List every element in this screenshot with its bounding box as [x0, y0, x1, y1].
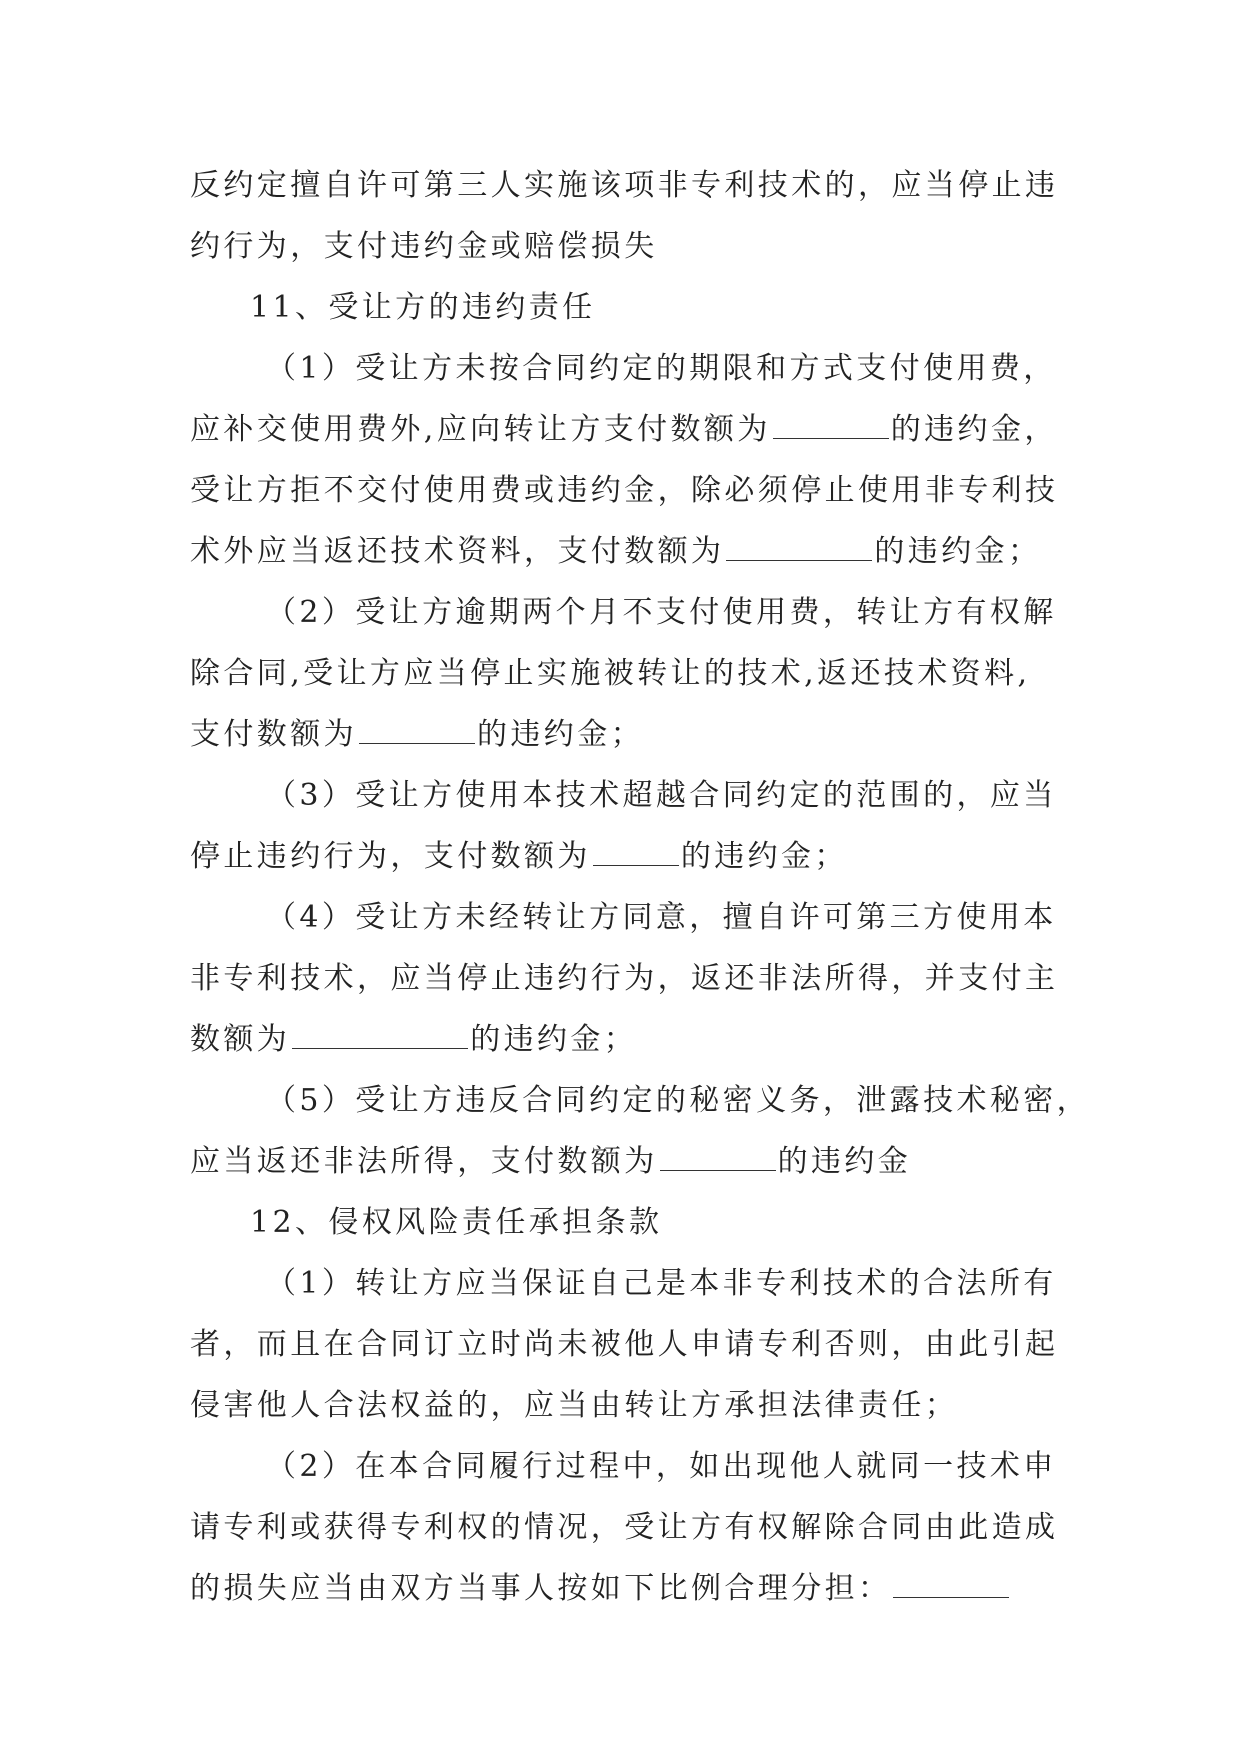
- text-line: 受让方拒不交付使用费或违约金，除必须停止使用非专利技: [190, 473, 1059, 508]
- text-segment: 的违约金；: [470, 1022, 638, 1057]
- clause-11-3: [190, 765, 1060, 887]
- clause-11-2: [190, 582, 1060, 765]
- section-title: 12、侵权风险责任承担条款: [250, 1205, 663, 1240]
- fill-in-blank: [292, 1022, 468, 1049]
- text-line: 约行为，支付违约金或赔偿损失: [190, 229, 658, 264]
- fill-in-blank: [893, 1571, 1009, 1598]
- clause-11-5: [190, 1070, 1091, 1192]
- section-heading-11: [190, 277, 1060, 338]
- document-body: [190, 155, 1091, 1619]
- text-line: [190, 1131, 1060, 1192]
- text-segment: 的损失应当由双方当事人按如下比例合理分担：: [190, 1571, 892, 1606]
- fill-in-blank: [773, 412, 889, 439]
- text-line: [190, 1009, 1060, 1070]
- fill-in-blank: [593, 839, 679, 866]
- text-line: （4）受让方未经转让方同意，擅自许可第三方使用本: [266, 900, 1057, 935]
- text-segment: 应补交使用费外,应向转让方支付数额为: [190, 412, 771, 447]
- paragraph-breach-continuation: [190, 155, 1060, 277]
- text-line: 非专利技术，应当停止违约行为，返还非法所得，并支付主: [190, 961, 1059, 996]
- text-segment: 的违约金；: [477, 717, 644, 752]
- text-segment: 数额为: [190, 1022, 291, 1057]
- text-segment: 停止违约行为，支付数额为: [190, 839, 591, 874]
- text-line: [190, 826, 1060, 887]
- text-line: [190, 521, 1060, 582]
- text-segment: 的违约金: [777, 1144, 912, 1179]
- clause-11-4: [190, 887, 1060, 1070]
- text-segment: 的违约金，: [890, 412, 1058, 447]
- text-segment: 的违约金；: [874, 534, 1042, 569]
- text-line: [190, 399, 1060, 460]
- text-segment: 应当返还非法所得，支付数额为: [190, 1144, 658, 1179]
- text-line: [190, 704, 1060, 765]
- clause-11-1: [190, 338, 1060, 582]
- fill-in-blank: [359, 717, 475, 744]
- clause-12-2: [190, 1436, 1060, 1619]
- text-line: 侵害他人合法权益的，应当由转让方承担法律责任；: [190, 1388, 959, 1423]
- fill-in-blank: [726, 534, 872, 561]
- fill-in-blank: [660, 1144, 776, 1171]
- clause-12-1: [190, 1253, 1060, 1436]
- text-line: （5）受让方违反合同约定的秘密义务，泄露技术秘密，: [266, 1083, 1091, 1118]
- text-segment: 支付数额为: [190, 717, 357, 752]
- text-line: [190, 1558, 1060, 1619]
- text-line: （2）受让方逾期两个月不支付使用费，转让方有权解: [266, 595, 1057, 630]
- section-title: 11、受让方的违约责任: [250, 290, 596, 325]
- text-line: 者，而且在合同订立时尚未被他人申请专利否则，由此引起: [190, 1327, 1059, 1362]
- section-heading-12: [190, 1192, 1060, 1253]
- text-segment: 的违约金；: [680, 839, 848, 874]
- text-line: （3）受让方使用本技术超越合同约定的范围的，应当: [266, 778, 1057, 813]
- text-line: （1）转让方应当保证自己是本非专利技术的合法所有: [266, 1266, 1057, 1301]
- text-segment: 术外应当返还技术资料，支付数额为: [190, 534, 725, 569]
- text-line: 反约定擅自许可第三人实施该项非专利技术的，应当停止违: [190, 168, 1059, 203]
- text-line: 除合同,受让方应当停止实施被转让的技术,返还技术资料,: [190, 656, 1031, 691]
- text-line: （2）在本合同履行过程中，如出现他人就同一技术申: [266, 1449, 1057, 1484]
- text-line: （1）受让方未按合同约定的期限和方式支付使用费，: [266, 351, 1057, 386]
- text-line: 请专利或获得专利权的情况，受让方有权解除合同由此造成: [190, 1510, 1059, 1545]
